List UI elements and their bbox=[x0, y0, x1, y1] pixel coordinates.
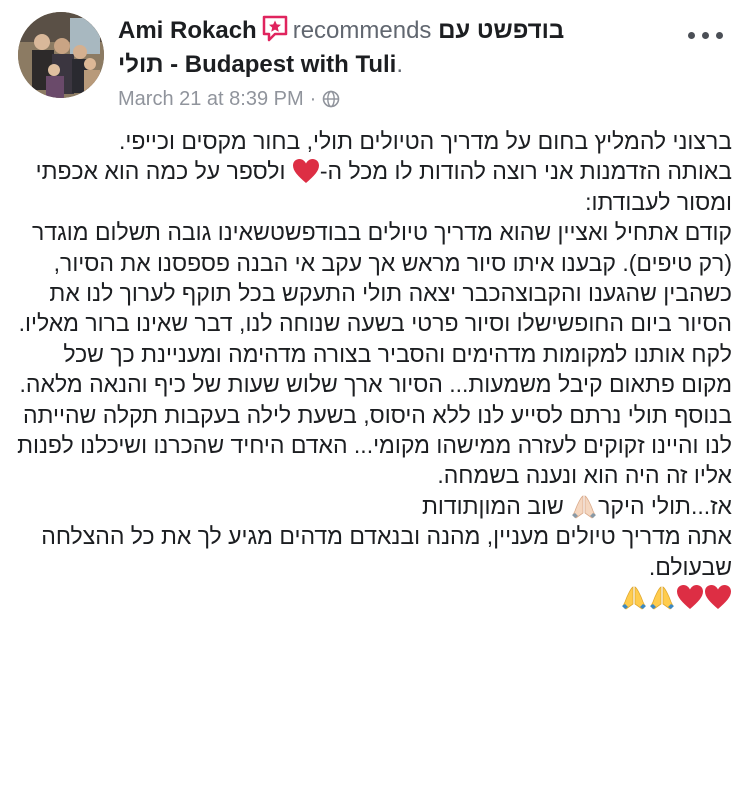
post-body bbox=[14, 126, 732, 613]
post-timestamp[interactable]: March 21 at 8:39 PM bbox=[118, 88, 304, 110]
post-paragraph-4: בנוסף תולי נרתם לסייע לנו ללא היסוס, בשעת לילה בעקבות תקלה שהייתה לנו והיינו זקוקים לעזרה ממישהו מקומי... האדם היחיד שהכרנו ושיכלנו לפנות אליו זה היה הוא ונענה בשמחה. bbox=[17, 401, 732, 489]
post-paragraph-5-start: אז...תולי היקר bbox=[598, 492, 732, 519]
author-name[interactable]: Ami Rokach bbox=[118, 17, 257, 44]
post-paragraph-1: ברצוני להמליץ בחום על מדריך הטיולים תולי, בחור מקסים וכייפי. bbox=[119, 128, 732, 154]
post-paragraph-3: קודם אתחיל ואציין שהוא מדריך טיולים בבודפשטשאינו גובה תשלום מוגדר (רק טיפים). קבענו איתו סיור מראש אך עקב אי הבנה פספסנו את הסיור, כשהבין שהגענו והקבוצהכבר יצאה תולי התעקש בכל תוקף לערוך לנו את הסיור ביום החופשישלו וסיור פרטי בשעה שנוחה לנו, דבר שאינו ברור מאליו. לקח אותנו למקומות מדהימים והסביר בצורה מדהימה ומעניינת כך שכל מקום פתאום קיבל משמעות... הסיור ארך שלוש שעות של כיף והנאה מלאה. bbox=[18, 219, 732, 398]
page-name-hebrew[interactable]: בודפשט עם bbox=[438, 17, 565, 44]
post-paragraph-5-end: שוב המוןתודות bbox=[422, 492, 571, 519]
more-options-icon[interactable] bbox=[684, 20, 728, 48]
heart-emoji-icon bbox=[676, 584, 704, 610]
heart-emoji-icon bbox=[704, 584, 732, 610]
post-paragraph-2 bbox=[14, 156, 732, 217]
avatar-photo bbox=[18, 12, 104, 98]
globe-icon[interactable] bbox=[322, 89, 340, 107]
page-name-end: . bbox=[396, 51, 403, 78]
post-header-text bbox=[118, 14, 678, 112]
meta-separator: · bbox=[309, 88, 317, 110]
avatar[interactable] bbox=[18, 12, 104, 98]
post-title-line-2 bbox=[118, 48, 678, 82]
pray-emoji-icon bbox=[648, 584, 676, 610]
emoji-row bbox=[14, 582, 732, 612]
post-paragraph-2-end: ולספר על כמה הוא אכפתי ומסור לעבודתו: bbox=[35, 158, 732, 215]
post-title-line-1 bbox=[118, 14, 678, 48]
recommends-verb: recommends bbox=[292, 17, 432, 44]
post-paragraph-5 bbox=[14, 491, 732, 521]
heart-emoji-icon bbox=[292, 158, 320, 184]
pray-emoji-icon bbox=[620, 584, 648, 610]
pray-emoji-icon bbox=[570, 493, 598, 519]
recommend-badge-icon bbox=[261, 14, 289, 42]
post-paragraph-2-start: באותה הזדמנות אני רוצה להודות לו מכל ה- bbox=[319, 158, 732, 185]
post-header bbox=[18, 12, 732, 112]
page-name-link[interactable]: תולי - Budapest with Tuli bbox=[118, 51, 397, 78]
post-meta bbox=[118, 86, 678, 112]
post-paragraph-6: אתה מדריך טיולים מעניין, מהנה ובנאדם מדהים מגיע לך את כל ההצלחה שבעולם. bbox=[41, 523, 732, 580]
